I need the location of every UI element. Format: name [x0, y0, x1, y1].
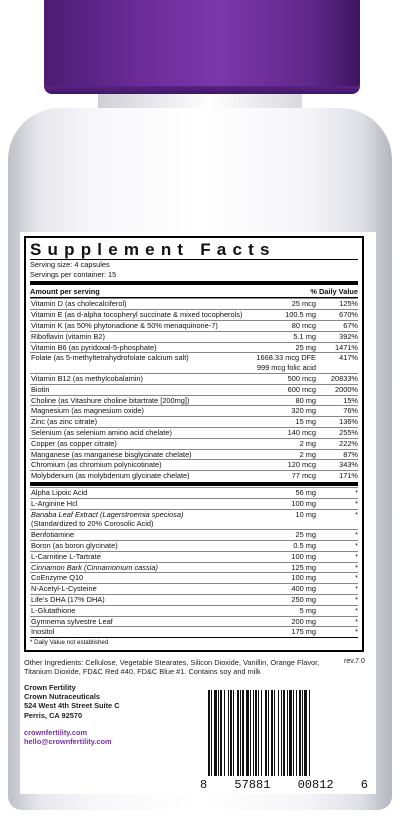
- barcode-digit-group: 6: [360, 778, 368, 792]
- company-block: [24, 683, 184, 720]
- ingredient-dv: *: [355, 530, 358, 540]
- facts-row: [30, 594, 358, 605]
- ingredient-name: Life's DHA (17% DHA): [31, 594, 105, 604]
- barcode-image: [204, 690, 364, 782]
- ingredient-dv: 136%: [339, 417, 358, 427]
- ingredient-name: Magnesium (as magnesium oxide): [31, 406, 144, 416]
- ingredient-dv: 392%: [339, 331, 358, 341]
- panel-title: Supplement Facts: [30, 240, 276, 259]
- ingredient-name: Cinnamon Bark (Cinnamomum cassia): [31, 562, 158, 572]
- ingredient-dv: 343%: [339, 460, 358, 470]
- ingredient-dv: *: [355, 616, 358, 626]
- ingredient-name: Manganese (as manganese bisglycinate chelate): [31, 449, 192, 459]
- ingredient-name: Riboflavin (vitamin B2): [31, 331, 105, 341]
- facts-row: [30, 616, 358, 627]
- facts-row: [30, 572, 358, 583]
- other-ingredients: Other Ingredients: Cellulose, Vegetable Stearates, Silicon Dioxide, Vanillin, Orange Flavor, Titanium Dioxide, FD&C Red #40, FD&C Blue #1. Contains soy and milk: [24, 658, 320, 677]
- ingredient-dv: 417%: [339, 353, 358, 363]
- ingredient-amount: 100 mg: [291, 551, 316, 561]
- ingredient-name: Vitamin B6 (as pyridoxal-5-phosphate): [31, 342, 157, 352]
- ingredient-name: Alpha Lipoic Acid: [31, 487, 88, 497]
- ingredient-amount: 5.1 mg: [293, 331, 316, 341]
- ingredient-amount: 80 mcg: [291, 320, 316, 330]
- ingredient-name: Zinc (as zinc citrate): [31, 417, 98, 427]
- facts-row: [30, 320, 358, 331]
- ingredient-dv: 255%: [339, 427, 358, 437]
- servings-per-container: Servings per container: 15: [30, 269, 117, 279]
- ingredient-name: Vitamin B12 (as methylcobalamin): [31, 373, 144, 383]
- ingredient-name: Gymnema sylvestre Leaf: [31, 616, 113, 626]
- ingredient-name: Folate (as 5-methyltetrahydrofolate calcium salt): [31, 353, 189, 363]
- ingredient-dv: 67%: [343, 320, 358, 330]
- ingredient-amount: 500 mcg: [287, 373, 316, 383]
- ingredient-dv: 15%: [343, 395, 358, 405]
- barcode-digit-group: 00812: [297, 778, 334, 792]
- email-link[interactable]: hello@crownfertility.com: [24, 737, 112, 747]
- facts-row: [30, 509, 358, 530]
- cap-ridge: [44, 86, 360, 94]
- ingredient-amount: 2 mg: [299, 438, 316, 448]
- ingredient-dv: *: [355, 584, 358, 594]
- address-line-1: 524 West 4th Street Suite C: [24, 701, 120, 711]
- ingredient-name: Boron (as boron glycinate): [31, 540, 118, 550]
- ingredient-amount: 140 mcg: [287, 427, 316, 437]
- ingredient-amount: 5 mg: [299, 605, 316, 615]
- ingredient-dv: 222%: [339, 438, 358, 448]
- facts-row: [30, 562, 358, 573]
- ingredient-dv: *: [355, 573, 358, 583]
- ingredient-name: Banaba Leaf Extract (Lagerstroemia speciosa) (Standardized to 20% Corosolic Acid): [31, 509, 184, 529]
- ingredient-amount: 175 mg: [291, 627, 316, 637]
- facts-row: [30, 487, 358, 498]
- facts-row: [30, 438, 358, 449]
- ingredient-name: L-Arginine Hcl: [31, 498, 78, 508]
- ingredient-name: Vitamin K (as 50% phytonadione & 50% menaquinone-7): [31, 320, 218, 330]
- facts-row: [30, 470, 358, 481]
- facts-row: [30, 309, 358, 320]
- ingredient-dv: *: [355, 498, 358, 508]
- facts-row: [30, 405, 358, 416]
- ingredient-amount: 1668.33 mcg DFE 999 mcg folic acid: [256, 353, 316, 373]
- website-link[interactable]: crownfertility.com: [24, 728, 88, 737]
- ingredient-amount: 0.5 mg: [293, 540, 316, 550]
- facts-row: [30, 416, 358, 427]
- bottle-cap: [44, 0, 360, 94]
- ingredient-name: Inositol: [31, 627, 55, 637]
- facts-row: [30, 395, 358, 406]
- facts-row: [30, 498, 358, 509]
- ingredient-name: Benfotiamine: [31, 530, 75, 540]
- barcode-digit-group: 8: [200, 778, 208, 792]
- ingredient-dv: 87%: [343, 449, 358, 459]
- ingredient-dv: 1471%: [334, 342, 358, 352]
- ingredient-amount: 10 mg: [295, 509, 316, 519]
- ingredient-name: Vitamin E (as d-alpha tocopheryl succinate & mixed tocopherols): [31, 310, 243, 320]
- revision-label: rev.7.0: [344, 658, 365, 665]
- facts-row: [30, 626, 358, 637]
- ingredient-amount: 320 mg: [291, 406, 316, 416]
- ingredient-dv: *: [355, 509, 358, 519]
- ingredient-name: Selenium (as selenium amino acid chelate): [31, 427, 172, 437]
- ingredient-amount: 200 mg: [291, 616, 316, 626]
- facts-row: [30, 352, 358, 373]
- ingredient-name: Copper (as copper citrate): [31, 438, 117, 448]
- facts-row: [30, 298, 358, 309]
- ingredient-amount: 125 mg: [291, 562, 316, 572]
- ingredient-dv: 76%: [343, 406, 358, 416]
- ingredient-dv: *: [355, 562, 358, 572]
- barcode-digits: [200, 778, 368, 792]
- facts-row: [30, 373, 358, 384]
- column-header: [30, 286, 358, 298]
- facts-row: [30, 605, 358, 616]
- facts-row: [30, 529, 358, 540]
- ingredient-dv: 670%: [339, 310, 358, 320]
- ingredient-dv: *: [355, 540, 358, 550]
- ingredient-amount: 100 mg: [291, 573, 316, 583]
- supplement-facts-panel: [24, 236, 364, 652]
- ingredient-amount: 25 mcg: [291, 299, 316, 309]
- ingredient-dv: 171%: [339, 471, 358, 481]
- ingredient-list: [30, 487, 358, 637]
- ingredient-name: N-Acetyl-L-Cysteine: [31, 584, 97, 594]
- facts-row: [30, 540, 358, 551]
- facts-row: [30, 427, 358, 438]
- ingredient-amount: 250 mg: [291, 594, 316, 604]
- facts-row: [30, 331, 358, 342]
- ingredient-dv: 20833%: [330, 373, 358, 383]
- ingredient-amount: 80 mg: [295, 395, 316, 405]
- brand-name: Crown Fertility: [24, 683, 76, 692]
- facts-row: [30, 583, 358, 594]
- amount-header: Amount per serving: [30, 286, 100, 296]
- ingredient-dv: *: [355, 487, 358, 497]
- ingredient-name: Molybdenum (as molybdenum glycinate chelate): [31, 471, 190, 481]
- ingredient-amount: 100.5 mg: [285, 310, 316, 320]
- dv-header: % Daily Value: [310, 286, 358, 296]
- ingredient-amount: 100 mg: [291, 498, 316, 508]
- ingredient-amount: 56 mg: [295, 487, 316, 497]
- ingredient-amount: 120 mcg: [287, 460, 316, 470]
- ingredient-name: Biotin: [31, 384, 50, 394]
- ingredient-dv: 2000%: [334, 384, 358, 394]
- ingredient-dv: *: [355, 605, 358, 615]
- ingredient-name: L-Glutathione: [31, 605, 76, 615]
- ingredient-dv: *: [355, 594, 358, 604]
- facts-row: [30, 449, 358, 460]
- ingredient-amount: 77 mcg: [291, 471, 316, 481]
- barcode-bars: [204, 690, 364, 776]
- address-line-2: Perris, CA 92570: [24, 710, 83, 720]
- ingredient-amount: 25 mg: [295, 342, 316, 352]
- ingredient-name: Choline (as Vitashure choline bitartrate [200mg]): [31, 395, 190, 405]
- ingredient-amount: 25 mg: [295, 530, 316, 540]
- ingredient-name: CoEnzyme Q10: [31, 573, 84, 583]
- ingredient-amount: 600 mcg: [287, 384, 316, 394]
- ingredient-dv: 125%: [339, 299, 358, 309]
- ingredient-name: Vitamin D (as cholecalciferol): [31, 299, 127, 309]
- nutrient-list: [30, 298, 358, 481]
- ingredient-dv: *: [355, 627, 358, 637]
- footnote: * Daily Value not established: [30, 637, 358, 647]
- ingredient-amount: 15 mg: [295, 417, 316, 427]
- facts-row: [30, 342, 358, 353]
- ingredient-dv: *: [355, 551, 358, 561]
- ingredient-amount: 400 mg: [291, 584, 316, 594]
- barcode-digit-group: 57881: [234, 778, 271, 792]
- company-name: Crown Nutraceuticals: [24, 692, 100, 702]
- contact-links: [24, 728, 112, 746]
- facts-row: [30, 551, 358, 562]
- serving-size: Serving size: 4 capsules: [30, 260, 110, 269]
- facts-row: [30, 384, 358, 395]
- facts-row: [30, 459, 358, 470]
- ingredient-name: L-Carnitine L-Tartrate: [31, 551, 101, 561]
- ingredient-amount: 2 mg: [299, 449, 316, 459]
- ingredient-name: Chromium (as chromium polynicotinate): [31, 460, 162, 470]
